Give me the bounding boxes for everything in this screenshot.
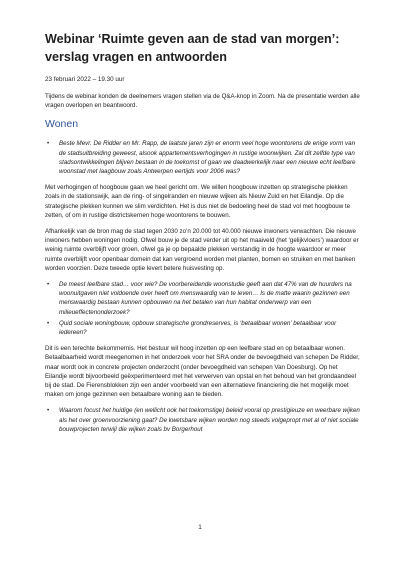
section-heading: Wonen	[45, 118, 79, 131]
question-list	[45, 406, 360, 434]
answer-paragraph: Dit is een terechte bekommernis. Het bestuur wil hoog inzetten op een leefbare stad en op betaalbaar wonen. Betaalbaarheid wordt meegenomen in het onderzoek voor het SRA onder de bevoegdheid van schepen De Ridder, maar wordt ook in concrete projecten onderzocht (onder bevoegdheid van schepen Van Doesburg). Op het Eilandje wordt bijvoorbeeld geëxperimenteerd met het verwerven van opstal en het behoud van het grondaandeel bij de stad. De Fierensblokken zijn een ander voorbeeld van een alternatieve financiering die het mogelijk moet maken om jonge gezinnen een betaalbare woning aan te bieden.	[45, 345, 360, 399]
document-date: 23 februari 2022 – 19.30 uur	[45, 76, 125, 83]
question-item: • Waarom focust het huidige (en wellicht ook het toekomstige) beleid vooral op prestigieuze en weerbare wijken als het over groenvoorziening gaat? De kwetsbare wijken worden nog steeds volgepropt met al of niet sociale bouwprojecten terwijl die wijken zoals bv Borgerhout	[45, 406, 360, 434]
question-item: • Quid sociale woningbouw, opbouw strategische grondreserves, is ‘betaalbaar wonen’ betaalbaar voor iedereen?	[45, 319, 360, 337]
page-number: 1	[198, 524, 202, 531]
answer-paragraph: Afhankelijk van de bron mag de stad tegen 2030 zo’n 20.000 tot 40.000 nieuwe inwoners verwachten. Die nieuwe inwoners hebben woningen nodig. Ofwel bouw je de stad verder uit op het maaiveld (het ‘gelijkvloers’) waardoor er weinig ruimte overblijft voor groen, ofwel ga je op bepaalde plekken verstandig in de hoogte waardoor er meer ruimte overblijft voor openbaar domein dat kan vergroend worden met planten, bomen en struiken en met banken worden voorzien. Deze tweede optie levert betere huisvesting op.	[45, 228, 359, 272]
document-title: Webinar ‘Ruimte geven aan de stad van morgen’: verslag vragen en antwoorden	[45, 32, 340, 64]
question-list	[45, 280, 360, 337]
answer-paragraph: Met verhogingen of hoogbouw gaan we heel gericht om. We willen hoogbouw inzetten op strategische plekken zoals in de stationswijk, aan de ring- of singelranden en nieuwe wijken als Nieuw Zuid en het Eilandje. Op die strategische plekken kunnen we slim verdichten. Het is dus niet de bedoeling heel de stad vol met hoogbouw te zetten, of om in rustige districtskernen hoge woontorens te bouwen.	[45, 184, 351, 219]
question-item: • Beste Mevr. De Ridder en Mr. Rapp, de laatste jaren zijn er enorm veel hoge woontorens de enige vorm van de stadsuitbreiding geweest, alsook appartementsverhogingen in rustige woonwijken. Zal dit zelfde type van stadsontwikkelingen blijven bestaan in de toekomst of gaan we daadwerkelijk naar een nieuwe echt leefbare woonstad met laagbouw zoals Antwerpen eertijds voor 2006 was?	[45, 139, 360, 176]
question-list	[45, 139, 360, 176]
intro-paragraph: Tijdens de webinar konden de deelnemers vragen stellen via de Q&A-knop in Zoom. Na de presentatie werden alle vragen overlopen en beantwoord.	[45, 93, 360, 110]
question-item: • De meest leefbare stad… voor wie? De voorbereidende woonstudie geeft aan dat 47% van de huurders na woonuitgaven niet voldoende over heeft om menswaardig van te leven… Is de matte waarin gezinnen een menswaardig bestaan kunnen opbouwen na het betalen van hun habitat onderwerp van een milieueffectenonderzoek?	[45, 280, 360, 317]
